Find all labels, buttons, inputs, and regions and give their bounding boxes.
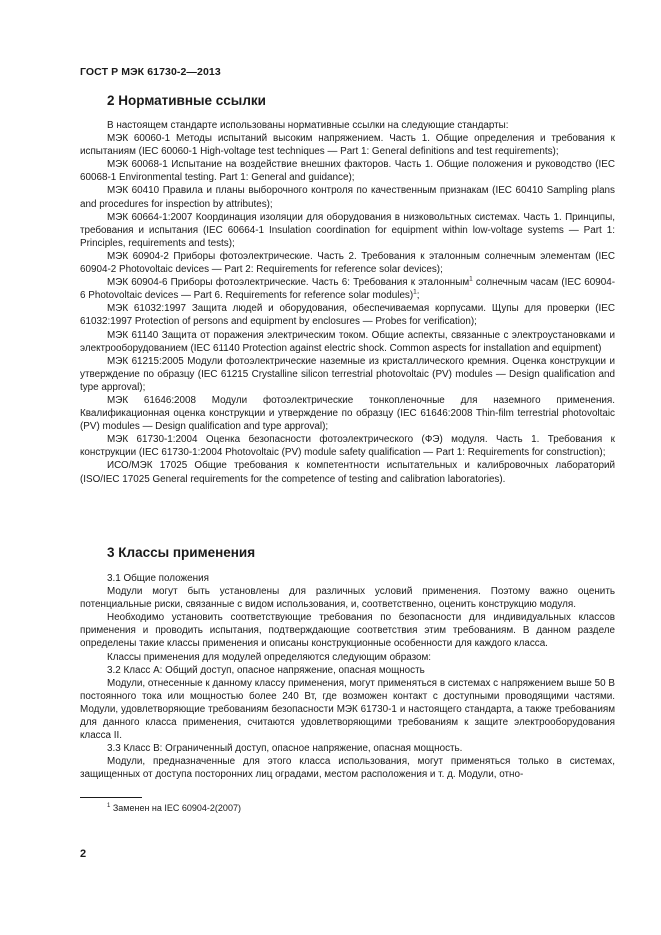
reference-item: МЭК 60068-1 Испытание на воздействие внешних факторов. Часть 1. Общие положения и руководство (IEC 60068-1 Environmental testing. Part 1: General and guidance);: [80, 159, 615, 184]
reference-item: ИСО/МЭК 17025 Общие требования к компетентности испытательных и калибровочных лабораторий (ISO/IEC 17025 General requirements for the competence of testing and calibration laboratories).: [80, 460, 615, 485]
page-number: 2: [80, 848, 87, 860]
reference-item: МЭК 61646:2008 Модули фотоэлектрические тонкопленочные для наземного применения. Квалификационная оценка конструкции и утверждение по образцу (IEC 61646:2008 Thin-film terrestrial photovoltaic (PV) modules — Design qualification and type approval);: [80, 394, 615, 433]
body-paragraph: Модули, предназначенные для этого класса использования, могут применяться только в системах, защищенных от доступа посторонних лиц оградами, местом расположения и т. д. Модули, отно-: [80, 756, 615, 781]
reference-item: МЭК 60904-2 Приборы фотоэлектрические. Часть 2. Требования к эталонным солнечным элементам (IEC 60904-2 Photovoltaic devices — Part 2: Requirements for reference solar devices);: [80, 250, 615, 276]
reference-item: МЭК 61140 Защита от поражения электрическим током. Общие аспекты, связанные с электроустановками и электрооборудованием (IEC 61140 Protection against electric shock. Common aspects for installation and equipment): [80, 329, 615, 354]
reference-item: МЭК 60410 Правила и планы выборочного контроля по качественным признакам (IEC 60410 Sampling plans and procedures for inspection by attributes);: [80, 185, 615, 210]
section-3-body: [80, 572, 615, 782]
section-3-title: 3 Классы применения: [107, 545, 256, 560]
document-header: ГОСТ Р МЭК 61730-2—2013: [80, 66, 221, 78]
footnote-text: Заменен на IEC 60904-2(2007): [110, 803, 241, 813]
reference-item-60904-6: [80, 276, 615, 302]
reference-item: МЭК 61730-1:2004 Оценка безопасности фотоэлектрического (ФЭ) модуля. Часть 1. Требования к конструкции (IEC 61730-1:2004 Photovoltaic (PV) module safety qualification — Part 1: Requirements for construction);: [80, 434, 615, 459]
footnote-divider: [80, 797, 142, 798]
body-paragraph: Модули, отнесенные к данному классу применения, могут применяться в системах с напряжением выше 50 В постоянного тока или мощностью более 240 Вт, где возможен контакт с доступными проводящими частями. Модули, удовлетворяющие требованиям безопасности МЭК 61730-1 и настоящего стандарта, а также требованиям для данного класса применения, считаются удовлетворяющими требованиям к защите электрооборудования класса II.: [80, 677, 615, 742]
section-2-title: 2 Нормативные ссылки: [107, 93, 266, 108]
footnote-marker: 1: [413, 288, 417, 296]
reference-item: МЭК 61215:2005 Модули фотоэлектрические наземные из кристаллического кремния. Оценка конструкции и утверждение по образцу (IEC 61215 Crystalline silicon terrestrial photovoltaic (PV) modules — Design qualification and type approval);: [80, 355, 615, 393]
subsection-heading: 3.3 Класс В: Ограниченный доступ, опасное напряжение, опасная мощность.: [107, 743, 463, 755]
subsection-heading: 3.2 Класс А: Общий доступ, опасное напряжение, опасная мощность: [107, 664, 425, 676]
body-paragraph: Модули могут быть установлены для различных условий применения. Поэтому важно оценить потенциальные риски, связанные с видом использования, и, соответственно, оценить конструкцию модуля.: [80, 586, 615, 611]
ref6-text-start: МЭК 60904-6 Приборы фотоэлектрические. Часть 6: Требования к эталонным: [107, 277, 470, 289]
subsection-heading: 3.1 Общие положения: [107, 573, 209, 584]
reference-item: МЭК 60664-1:2007 Координация изоляции для оборудования в низковольтных системах. Часть 1. Принципы, требования и испытания (IEC 60664-1 Insulation coordination for equipment within low-voltage systems — Part 1: Principles, requirements and tests);: [80, 211, 615, 249]
footnote-marker: 1: [107, 803, 111, 809]
footnote: [107, 803, 241, 813]
ref6-text-end: ;: [416, 290, 420, 302]
reference-item: МЭК 60060-1 Методы испытаний высоким напряжением. Часть 1. Общие определения и требования к испытаниям (IEC 60060-1 High-voltage test techniques — Part 1: General definitions and test requirements);: [80, 133, 615, 158]
body-paragraph: Необходимо установить соответствующие требования по безопасности для индивидуальных классов применения и проводить испытания, подтверждающие соответствия этим требованиям. В данном разделе определены такие классы применения и описаны конструкционные особенности для каждого класса.: [80, 612, 615, 650]
section-3: [80, 545, 615, 560]
section-2-intro: В настоящем стандарте использованы нормативные ссылки на следующие стандарты:: [107, 120, 509, 131]
footnote-marker: 1: [469, 275, 473, 283]
body-paragraph: Классы применения для модулей определяются следующим образом:: [107, 651, 432, 663]
ref6-text-mid: солнечным часам (IEC 60904-6 Photovoltaic devices — Part 6. Requirements for reference solar modules): [80, 277, 615, 302]
reference-item: МЭК 61032:1997 Защита людей и оборудования, обеспечиваемая корпусами. Щупы для проверки (IEC 61032:1997 Protection of persons and equipment by enclosures — Probes for verification);: [80, 303, 615, 328]
section-2: [80, 93, 615, 108]
section-2-body: [80, 119, 615, 486]
